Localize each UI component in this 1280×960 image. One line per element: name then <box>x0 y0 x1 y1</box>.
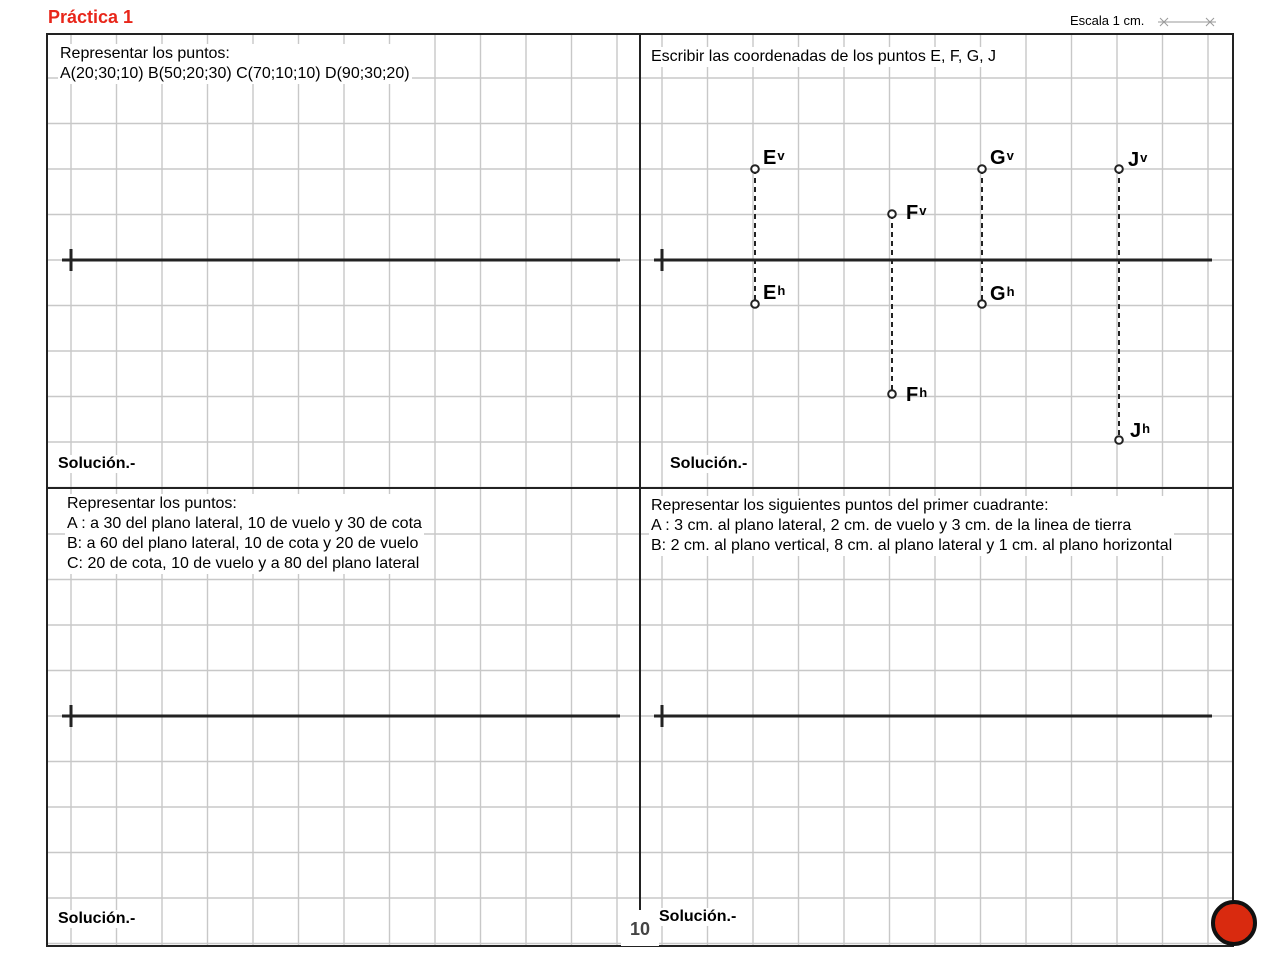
solution-label-top-right: Solución.- <box>670 455 748 472</box>
label-e-horizontal: $E^h$ <box>763 282 786 304</box>
label-e-vertical: $E^v$ <box>763 147 785 169</box>
statement-line: B: 2 cm. al plano vertical, 8 cm. al plano lateral y 1 cm. al plano horizontal <box>651 537 1173 554</box>
vertical-projection-point <box>751 165 759 173</box>
statement-bottom-left <box>65 494 424 574</box>
frame <box>47 34 1233 946</box>
statement-top-right <box>649 47 998 67</box>
horizontal-projection-point <box>978 300 986 308</box>
point-projections <box>751 165 1123 444</box>
statement-line: Representar los puntos: <box>60 45 230 62</box>
page-title: Práctica 1 <box>48 7 134 27</box>
horizontal-projection-point <box>751 300 759 308</box>
vertical-projection-point <box>888 210 896 218</box>
statement-line: A : a 30 del plano lateral, 10 de vuelo y 30 de cota <box>67 515 422 532</box>
statement-line: Representar los siguientes puntos del primer cuadrante: <box>651 497 1049 514</box>
statement-line: A : 3 cm. al plano lateral, 2 cm. de vuelo y 3 cm. de la linea de tierra <box>651 517 1132 534</box>
label-j-vertical: $J^v$ <box>1128 149 1148 171</box>
horizontal-projection-point <box>888 390 896 398</box>
label-j-horizontal: $J^h$ <box>1130 420 1151 442</box>
vertical-projection-point <box>1115 165 1123 173</box>
horizontal-projection-point <box>1115 436 1123 444</box>
scale-label: Escala 1 cm. <box>1070 13 1145 28</box>
label-f-vertical: $F^v$ <box>906 202 927 224</box>
statement-line: C: 20 de cota, 10 de vuelo y a 80 del plano lateral <box>67 555 420 572</box>
statement-top-left <box>58 44 412 84</box>
scale-bar <box>1158 18 1216 26</box>
page-number: 10 <box>621 912 659 946</box>
statement-line: Representar los puntos: <box>67 495 237 512</box>
statement-line: A(20;30;10) B(50;20;30) C(70;10;10) D(90;30;20) <box>60 65 410 82</box>
solution-label-bottom-left: Solución.- <box>58 910 136 927</box>
statement-bottom-right <box>649 496 1174 556</box>
label-g-horizontal: $G^h$ <box>990 283 1015 305</box>
label-f-horizontal: $F^h$ <box>906 384 928 406</box>
label-g-vertical: $G^v$ <box>990 147 1014 169</box>
next-slide-button[interactable] <box>1211 900 1257 946</box>
statement-line: B: a 60 del plano lateral, 10 de cota y 20 de vuelo <box>67 535 419 552</box>
vertical-projection-point <box>978 165 986 173</box>
statement-line: Escribir las coordenadas de los puntos E, F, G, J <box>651 48 997 65</box>
solution-label-bottom-right: Solución.- <box>659 908 737 925</box>
solution-label-top-left: Solución.- <box>58 455 136 472</box>
